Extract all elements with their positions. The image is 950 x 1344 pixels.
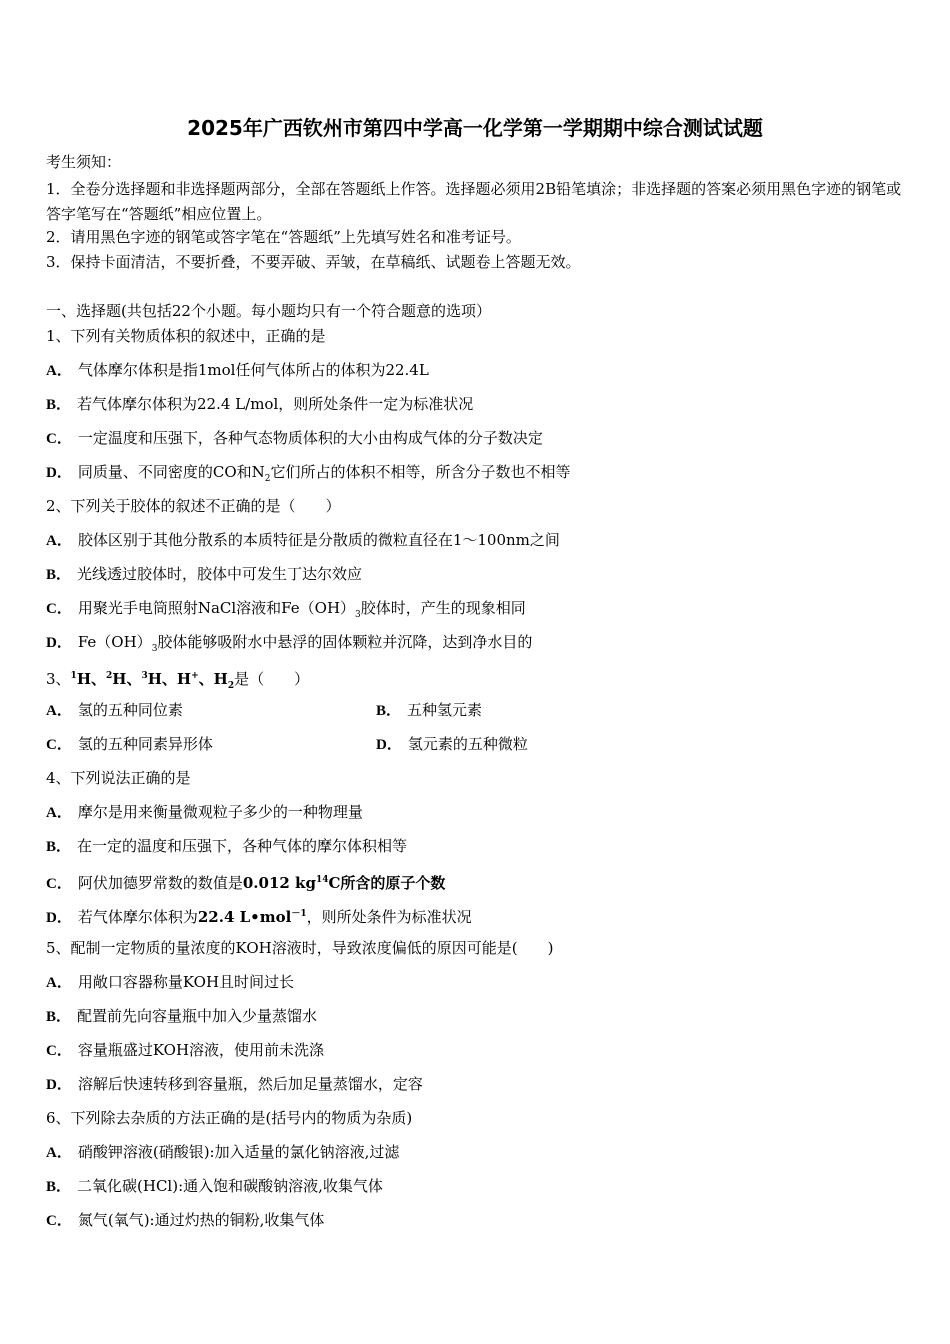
q1-option-a: A． 气体摩尔体积是指1mol任何气体所占的体积为22.4L	[46, 361, 429, 379]
q6-option-a: A． 硝酸钾溶液(硝酸银):加入适量的氯化钠溶液,过滤	[46, 1143, 400, 1161]
q4-option-a: A． 摩尔是用来衡量微观粒子多少的一种物理量	[46, 803, 363, 821]
q3-option-a: A． 氢的五种同位素	[46, 701, 183, 719]
notice-item-3: 3．保持卡面清洁，不要折叠，不要弄破、弄皱，在草稿纸、试题卷上答题无效。	[46, 253, 581, 271]
q5-option-d: D． 溶解后快速转移到容量瓶，然后加足量蒸馏水，定容	[46, 1075, 423, 1093]
q5-option-a: A． 用敞口容器称量KOH且时间过长	[46, 973, 295, 991]
q2-option-d: D． $Fe(OH)_3$胶体能够吸附水中悬浮的固体颗粒并沉降，达到净水目的	[46, 633, 533, 654]
q1-option-d: D． 同质量、不同密度的CO和$N_2$它们所占的体积不相等，所含分子数也不相等	[46, 463, 571, 484]
q6-option-b: B． 二氧化碳(HCl):通入饱和碳酸钠溶液,收集气体	[46, 1177, 383, 1195]
q1-option-b: B． 若气体摩尔体积为22.4 L/mol，则所处条件一定为标准状况	[46, 395, 474, 413]
section-heading: 一、选择题(共包括22个小题。每小题均只有一个符合题意的选项）	[46, 302, 491, 320]
q2-stem: 2、下列关于胶体的叙述不正确的是（ ）	[46, 497, 341, 515]
q3-option-c: C． 氢的五种同素异形体	[46, 735, 213, 753]
q1-stem: 1、下列有关物质体积的叙述中，正确的是	[46, 327, 326, 345]
q3-stem: 3、$^1$H、$^2$H、$^3$H、H+、$H_2$是（ ）	[46, 670, 310, 691]
q5-stem: 5、配制一定物质的量浓度的KOH溶液时，导致浓度偏低的原因可能是( )	[46, 939, 554, 957]
q1-option-c: C． 一定温度和压强下，各种气态物质体积的大小由构成气体的分子数决定	[46, 429, 543, 447]
q4-option-c: C． 阿伏加德罗常数的数值是0.012 $kg^{14}C$所含的原子个数	[46, 874, 446, 892]
q2-option-c: C． 用聚光手电筒照射NaCl溶液和$Fe(OH)_3$胶体时，产生的现象相同	[46, 599, 526, 620]
q6-stem: 6、下列除去杂质的方法正确的是(括号内的物质为杂质)	[46, 1109, 413, 1127]
q2-option-a: A． 胶体区别于其他分散系的本质特征是分散质的微粒直径在1～100nm之间	[46, 531, 560, 549]
page-title: 2025年广西钦州市第四中学高一化学第一学期期中综合测试试题	[187, 116, 763, 140]
q5-option-b: B． 配置前先向容量瓶中加入少量蒸馏水	[46, 1007, 318, 1025]
notice-item-1: 1．全卷分选择题和非选择题两部分，全部在答题纸上作答。选择题必须用2B铅笔填涂；非选择题的答案必须用黑色字迹的钢笔或答字笔写在“答题纸”相应位置上。	[46, 180, 902, 223]
q4-stem: 4、下列说法正确的是	[46, 769, 191, 787]
q5-option-c: C． 容量瓶盛过KOH溶液，使用前未洗涤	[46, 1041, 325, 1059]
notice-heading: 考生须知：	[46, 153, 122, 171]
q4-option-d: D． 若气体摩尔体积为22.4 L•mol$^{-1}$，则所处条件为标准状况	[46, 908, 472, 926]
q3-option-d: D． 氢元素的五种微粒	[376, 735, 528, 753]
q4-option-b: B． 在一定的温度和压强下，各种气体的摩尔体积相等	[46, 837, 408, 855]
q2-option-b: B． 光线透过胶体时，胶体中可发生丁达尔效应	[46, 565, 363, 583]
notice-item-2: 2．请用黑色字迹的钢笔或答字笔在“答题纸”上先填写姓名和准考证号。	[46, 228, 521, 246]
q6-option-c: C． 氮气(氧气):通过灼热的铜粉,收集气体	[46, 1211, 325, 1229]
q3-option-b: B． 五种氢元素	[376, 701, 483, 719]
